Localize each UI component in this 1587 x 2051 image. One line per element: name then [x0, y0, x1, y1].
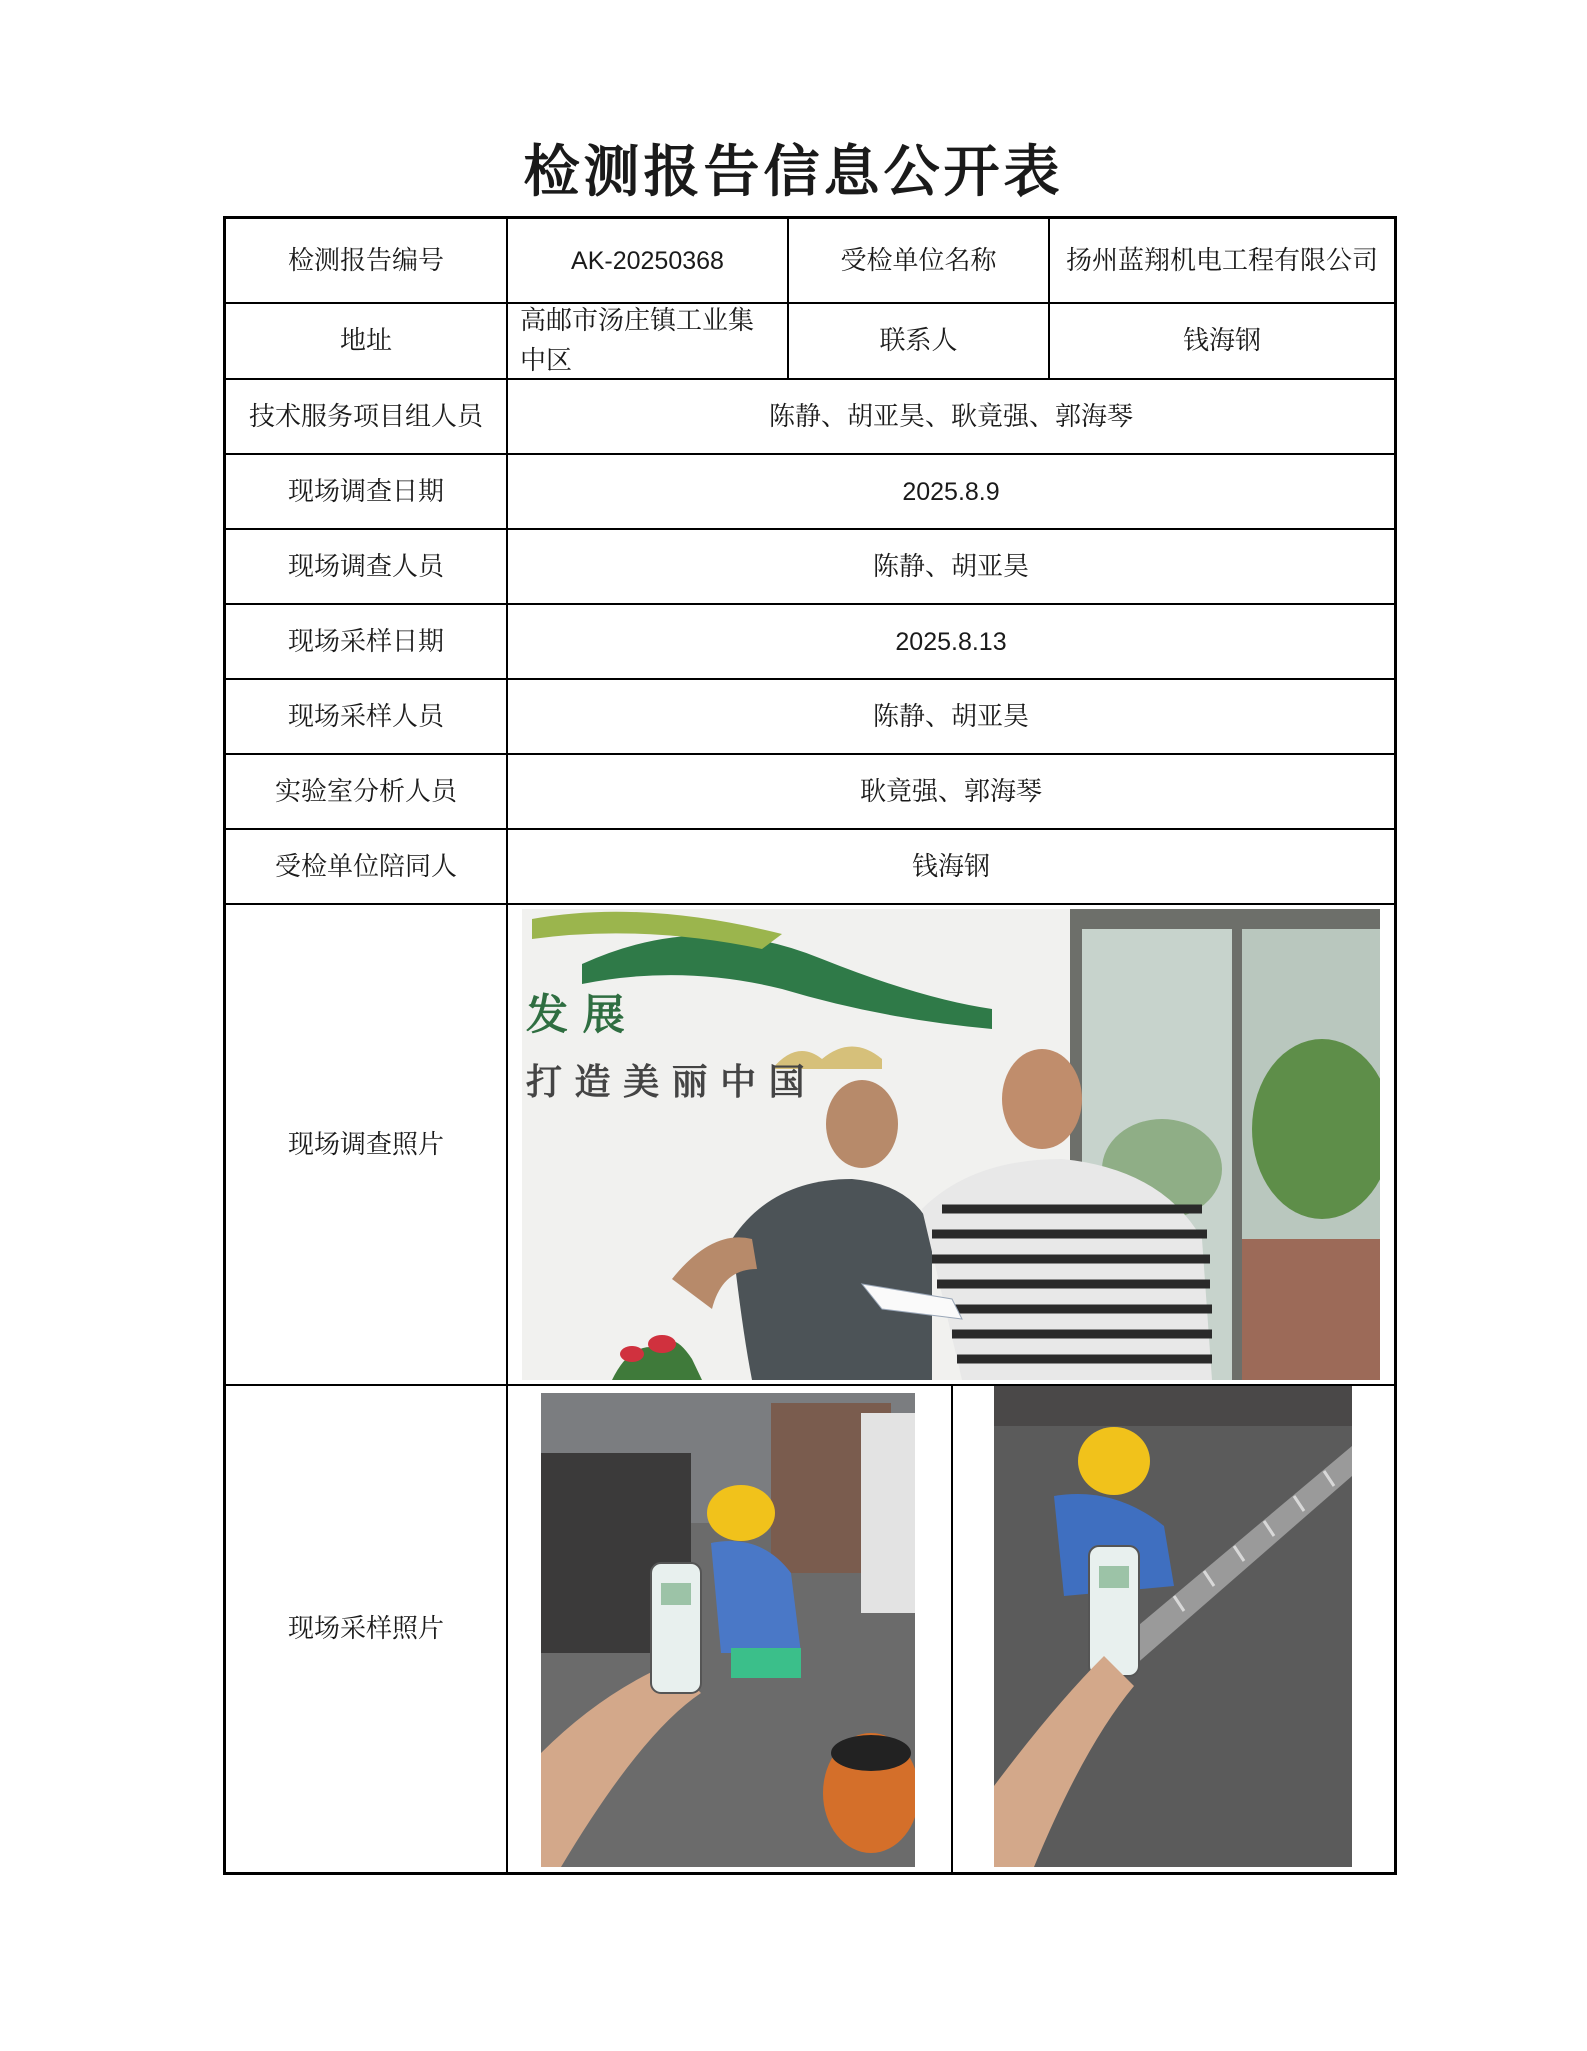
unit-name-label: 受检单位名称 — [840, 245, 997, 276]
report-no-label: 检测报告编号 — [287, 245, 444, 276]
lab-staff-value: 耿竟强、郭海琴 — [859, 776, 1042, 807]
sampling-staff-value: 陈静、胡亚昊 — [872, 701, 1029, 732]
survey-date-label: 现场调查日期 — [287, 476, 444, 507]
sampling-staff-label: 现场采样人员 — [287, 701, 444, 732]
contact-label: 联系人 — [879, 326, 958, 356]
address-label: 地址 — [339, 326, 392, 356]
sampling-photo-label: 现场采样照片 — [287, 1614, 444, 1644]
sampling-photo-1 — [541, 1393, 915, 1867]
svg-text:打 造 美 丽 中 国: 打 造 美 丽 中 国 — [526, 1061, 805, 1103]
sampling-date-label: 现场采样日期 — [287, 626, 444, 657]
team-value: 陈静、胡亚昊、耿竟强、郭海琴 — [768, 401, 1133, 432]
lab-staff-label: 实验室分析人员 — [274, 776, 457, 807]
escort-value: 钱海钢 — [911, 851, 990, 882]
survey-date-value: 2025.8.9 — [902, 477, 1000, 506]
survey-staff-value: 陈静、胡亚昊 — [872, 551, 1029, 582]
contact-value: 钱海钢 — [1182, 326, 1261, 356]
page-title: 检测报告信息公开表 — [523, 139, 1064, 205]
report-no-value: AK-20250368 — [571, 246, 724, 275]
survey-staff-label: 现场调查人员 — [287, 551, 444, 582]
svg-text:发 展: 发 展 — [526, 990, 625, 1039]
sampling-photo-2 — [994, 1386, 1352, 1867]
unit-name-value: 扬州蓝翔机电工程有限公司 — [1066, 245, 1379, 276]
address-value: 高邮市汤庄镇工业集中区 — [520, 306, 755, 376]
team-label: 技术服务项目组人员 — [248, 401, 483, 432]
info-table — [223, 216, 1397, 1875]
escort-label: 受检单位陪同人 — [274, 851, 457, 882]
survey-photo-label: 现场调查照片 — [287, 1129, 444, 1160]
sampling-date-value: 2025.8.13 — [895, 627, 1007, 656]
col-divider — [951, 1384, 953, 1872]
survey-photo — [522, 909, 1380, 1380]
